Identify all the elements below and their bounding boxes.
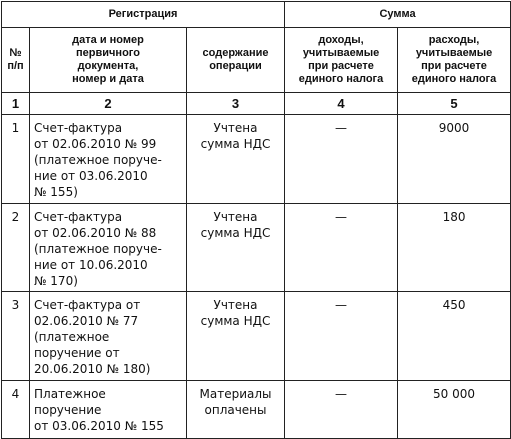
row-expense: 180 — [398, 204, 511, 292]
row-number: 3 — [2, 292, 30, 381]
document-column-label: дата и номер первичного документа, номер и дата — [72, 34, 144, 85]
row-number: 2 — [2, 204, 30, 292]
row-expense: 50 000 — [398, 381, 511, 439]
table-row — [2, 115, 511, 204]
row-document: Счет-фактура от 02.06.2010 № 88 (платежное поруче- ние от 10.06.2010 № 170) — [30, 204, 187, 292]
registration-header — [2, 2, 285, 28]
number-column-label: № п/п — [7, 47, 24, 72]
row-income: — — [285, 381, 398, 439]
row-number: 4 — [2, 381, 30, 439]
number-column-header — [2, 28, 30, 93]
row-number: 1 — [2, 115, 30, 204]
row-income: — — [285, 115, 398, 204]
row-operation: Учтена сумма НДС — [187, 292, 285, 381]
ledger-table — [1, 1, 511, 439]
row-expense: 9000 — [398, 115, 511, 204]
row-document: Платежное поручение от 03.06.2010 № 155 — [30, 381, 187, 439]
column-number-2: 2 — [30, 93, 187, 115]
row-operation: Материалы оплачены — [187, 381, 285, 439]
column-number-1: 1 — [2, 93, 30, 115]
sum-header-label: Сумма — [379, 8, 416, 20]
row-document: Счет-фактура от 02.06.2010 № 99 (платежное поруче- ние от 03.06.2010 № 155) — [30, 115, 187, 204]
table-row — [2, 381, 511, 439]
column-number-row — [2, 93, 511, 115]
operation-column-label: содержание операции — [202, 47, 269, 72]
row-income: — — [285, 204, 398, 292]
column-number-4: 4 — [285, 93, 398, 115]
expense-column-label: расходы, учитываемые при расчете единого налога — [411, 34, 497, 85]
table-row — [2, 292, 511, 381]
income-column-label: доходы, учитываемые при расчете единого налога — [298, 34, 384, 85]
row-document: Счет-фактура от 02.06.2010 № 77 (платежное поручение от 20.06.2010 № 180) — [30, 292, 187, 381]
row-operation: Учтена сумма НДС — [187, 204, 285, 292]
row-operation: Учтена сумма НДС — [187, 115, 285, 204]
registration-header-label: Регистрация — [108, 8, 178, 20]
expense-column-header — [398, 28, 511, 93]
row-income: — — [285, 292, 398, 381]
table-row — [2, 204, 511, 292]
operation-column-header — [187, 28, 285, 93]
sum-header — [285, 2, 511, 28]
column-number-3: 3 — [187, 93, 285, 115]
column-number-5: 5 — [398, 93, 511, 115]
income-column-header — [285, 28, 398, 93]
row-expense: 450 — [398, 292, 511, 381]
document-column-header — [30, 28, 187, 93]
header-row-top — [2, 2, 511, 28]
header-row-columns — [2, 28, 511, 93]
